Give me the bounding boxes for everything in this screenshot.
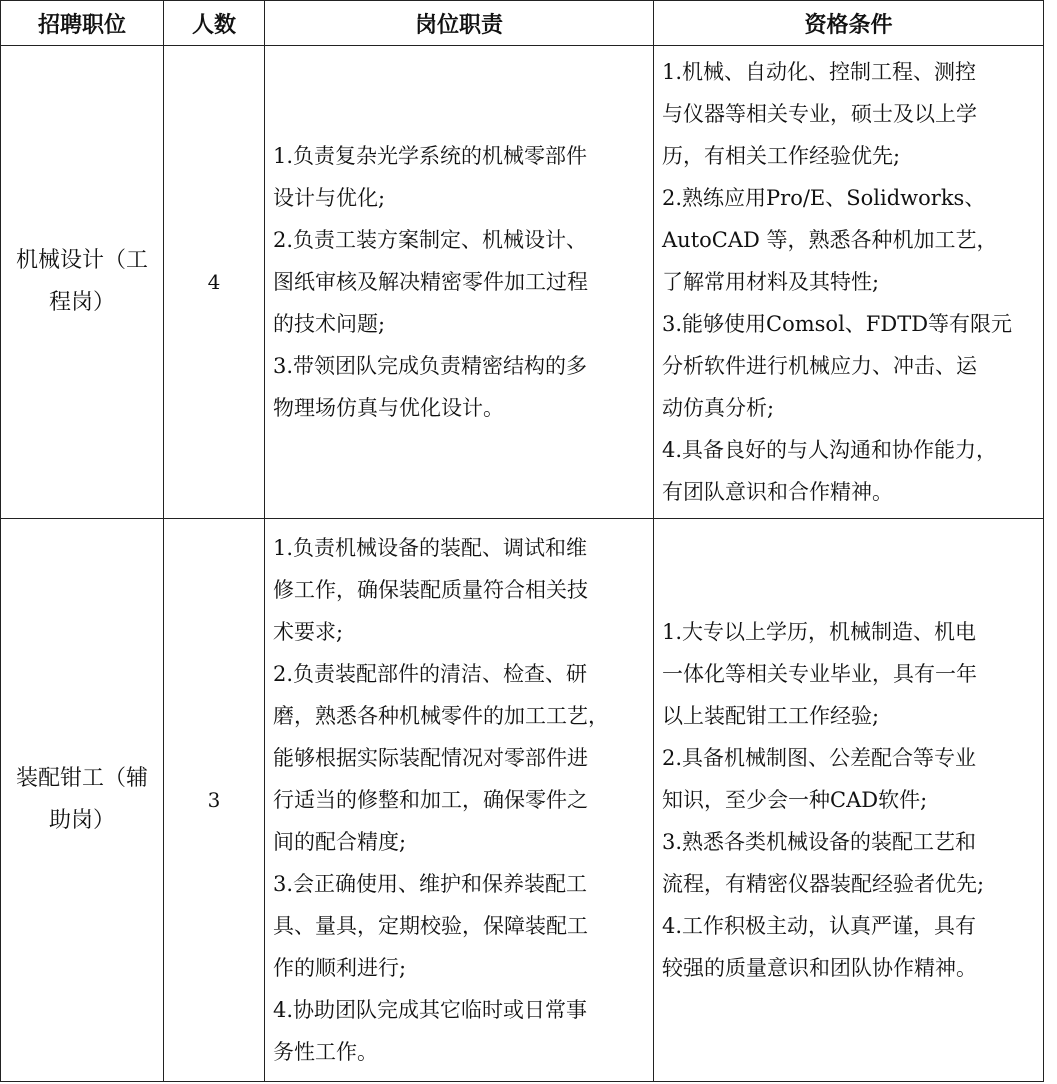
header-count: 人数 bbox=[164, 1, 265, 46]
duty-line: 设计与优化; bbox=[273, 186, 386, 210]
qualification-line: 3.能够使用Comsol、FDTD等有限元 bbox=[662, 312, 1013, 336]
duty-line: 4.协助团队完成其它临时或日常事 bbox=[273, 998, 588, 1022]
qualification-line: 一体化等相关专业毕业，具有一年 bbox=[662, 662, 977, 686]
qualification-line: 2.具备机械制图、公差配合等专业 bbox=[662, 746, 977, 770]
duty-line: 3.带领团队完成负责精密结构的多 bbox=[273, 354, 588, 378]
position-line: 助岗） bbox=[48, 808, 115, 833]
qualification-line: AutoCAD 等，熟悉各种机加工艺， bbox=[662, 228, 998, 252]
qualification-line: 1.大专以上学历，机械制造、机电 bbox=[662, 620, 977, 644]
duty-line: 术要求; bbox=[273, 620, 344, 644]
duty-line: 务性工作。 bbox=[273, 1040, 378, 1064]
duties-cell bbox=[265, 46, 654, 519]
duty-line: 物理场仿真与优化设计。 bbox=[273, 396, 504, 420]
duty-line: 3.会正确使用、维护和保养装配工 bbox=[273, 872, 588, 896]
duty-line: 行适当的修整和加工，确保零件之 bbox=[273, 788, 588, 812]
duty-line: 作的顺利进行; bbox=[273, 956, 407, 980]
duty-line: 图纸审核及解决精密零件加工过程 bbox=[273, 270, 588, 294]
duty-line: 2.负责工装方案制定、机械设计、 bbox=[273, 228, 588, 252]
position-cell bbox=[1, 46, 164, 519]
qualifications-cell bbox=[654, 519, 1044, 1082]
duty-line: 间的配合精度; bbox=[273, 830, 407, 854]
position-line: 装配钳工（辅 bbox=[15, 766, 148, 791]
qualification-line: 了解常用材料及其特性; bbox=[662, 270, 880, 294]
duty-line: 磨，熟悉各种机械零件的加工工艺， bbox=[273, 704, 609, 728]
qualification-line: 知识，至少会一种CAD软件; bbox=[662, 788, 928, 812]
duty-line: 1.负责机械设备的装配、调试和维 bbox=[273, 536, 588, 560]
qualification-line: 流程，有精密仪器装配经验者优先; bbox=[662, 872, 985, 896]
qualification-line: 4.工作积极主动，认真严谨，具有 bbox=[662, 914, 977, 938]
qualification-line: 分析软件进行机械应力、冲击、运 bbox=[662, 354, 977, 378]
qualifications-cell bbox=[654, 46, 1044, 519]
duty-line: 1.负责复杂光学系统的机械零部件 bbox=[273, 144, 588, 168]
header-row bbox=[1, 1, 1044, 46]
table-row bbox=[1, 519, 1044, 1082]
position-cell bbox=[1, 519, 164, 1082]
qualification-line: 与仪器等相关专业，硕士及以上学 bbox=[662, 102, 977, 126]
position-line: 机械设计（工 bbox=[15, 248, 148, 273]
qualification-line: 以上装配钳工工作经验; bbox=[662, 704, 880, 728]
position-line: 程岗） bbox=[48, 290, 115, 315]
header-position: 招聘职位 bbox=[1, 1, 164, 46]
qualification-line: 历，有相关工作经验优先; bbox=[662, 144, 901, 168]
duties-cell bbox=[265, 519, 654, 1082]
qualification-line: 2.熟练应用Pro/E、Solidworks、 bbox=[662, 186, 986, 210]
header-qualifications: 资格条件 bbox=[654, 1, 1044, 46]
duty-line: 2.负责装配部件的清洁、检查、研 bbox=[273, 662, 588, 686]
qualification-line: 1.机械、自动化、控制工程、测控 bbox=[662, 60, 977, 84]
table-row bbox=[1, 46, 1044, 519]
qualification-line: 3.熟悉各类机械设备的装配工艺和 bbox=[662, 830, 977, 854]
qualification-line: 动仿真分析; bbox=[662, 396, 775, 420]
count-cell: 3 bbox=[164, 519, 265, 1082]
qualification-line: 4.具备良好的与人沟通和协作能力， bbox=[662, 438, 998, 462]
count-cell: 4 bbox=[164, 46, 265, 519]
duty-line: 的技术问题; bbox=[273, 312, 386, 336]
duty-line: 具、量具，定期校验，保障装配工 bbox=[273, 914, 588, 938]
qualification-line: 有团队意识和合作精神。 bbox=[662, 480, 893, 504]
duty-line: 修工作，确保装配质量符合相关技 bbox=[273, 578, 588, 602]
duty-line: 能够根据实际装配情况对零部件进 bbox=[273, 746, 588, 770]
header-duties: 岗位职责 bbox=[265, 1, 654, 46]
qualification-line: 较强的质量意识和团队协作精神。 bbox=[662, 956, 977, 980]
